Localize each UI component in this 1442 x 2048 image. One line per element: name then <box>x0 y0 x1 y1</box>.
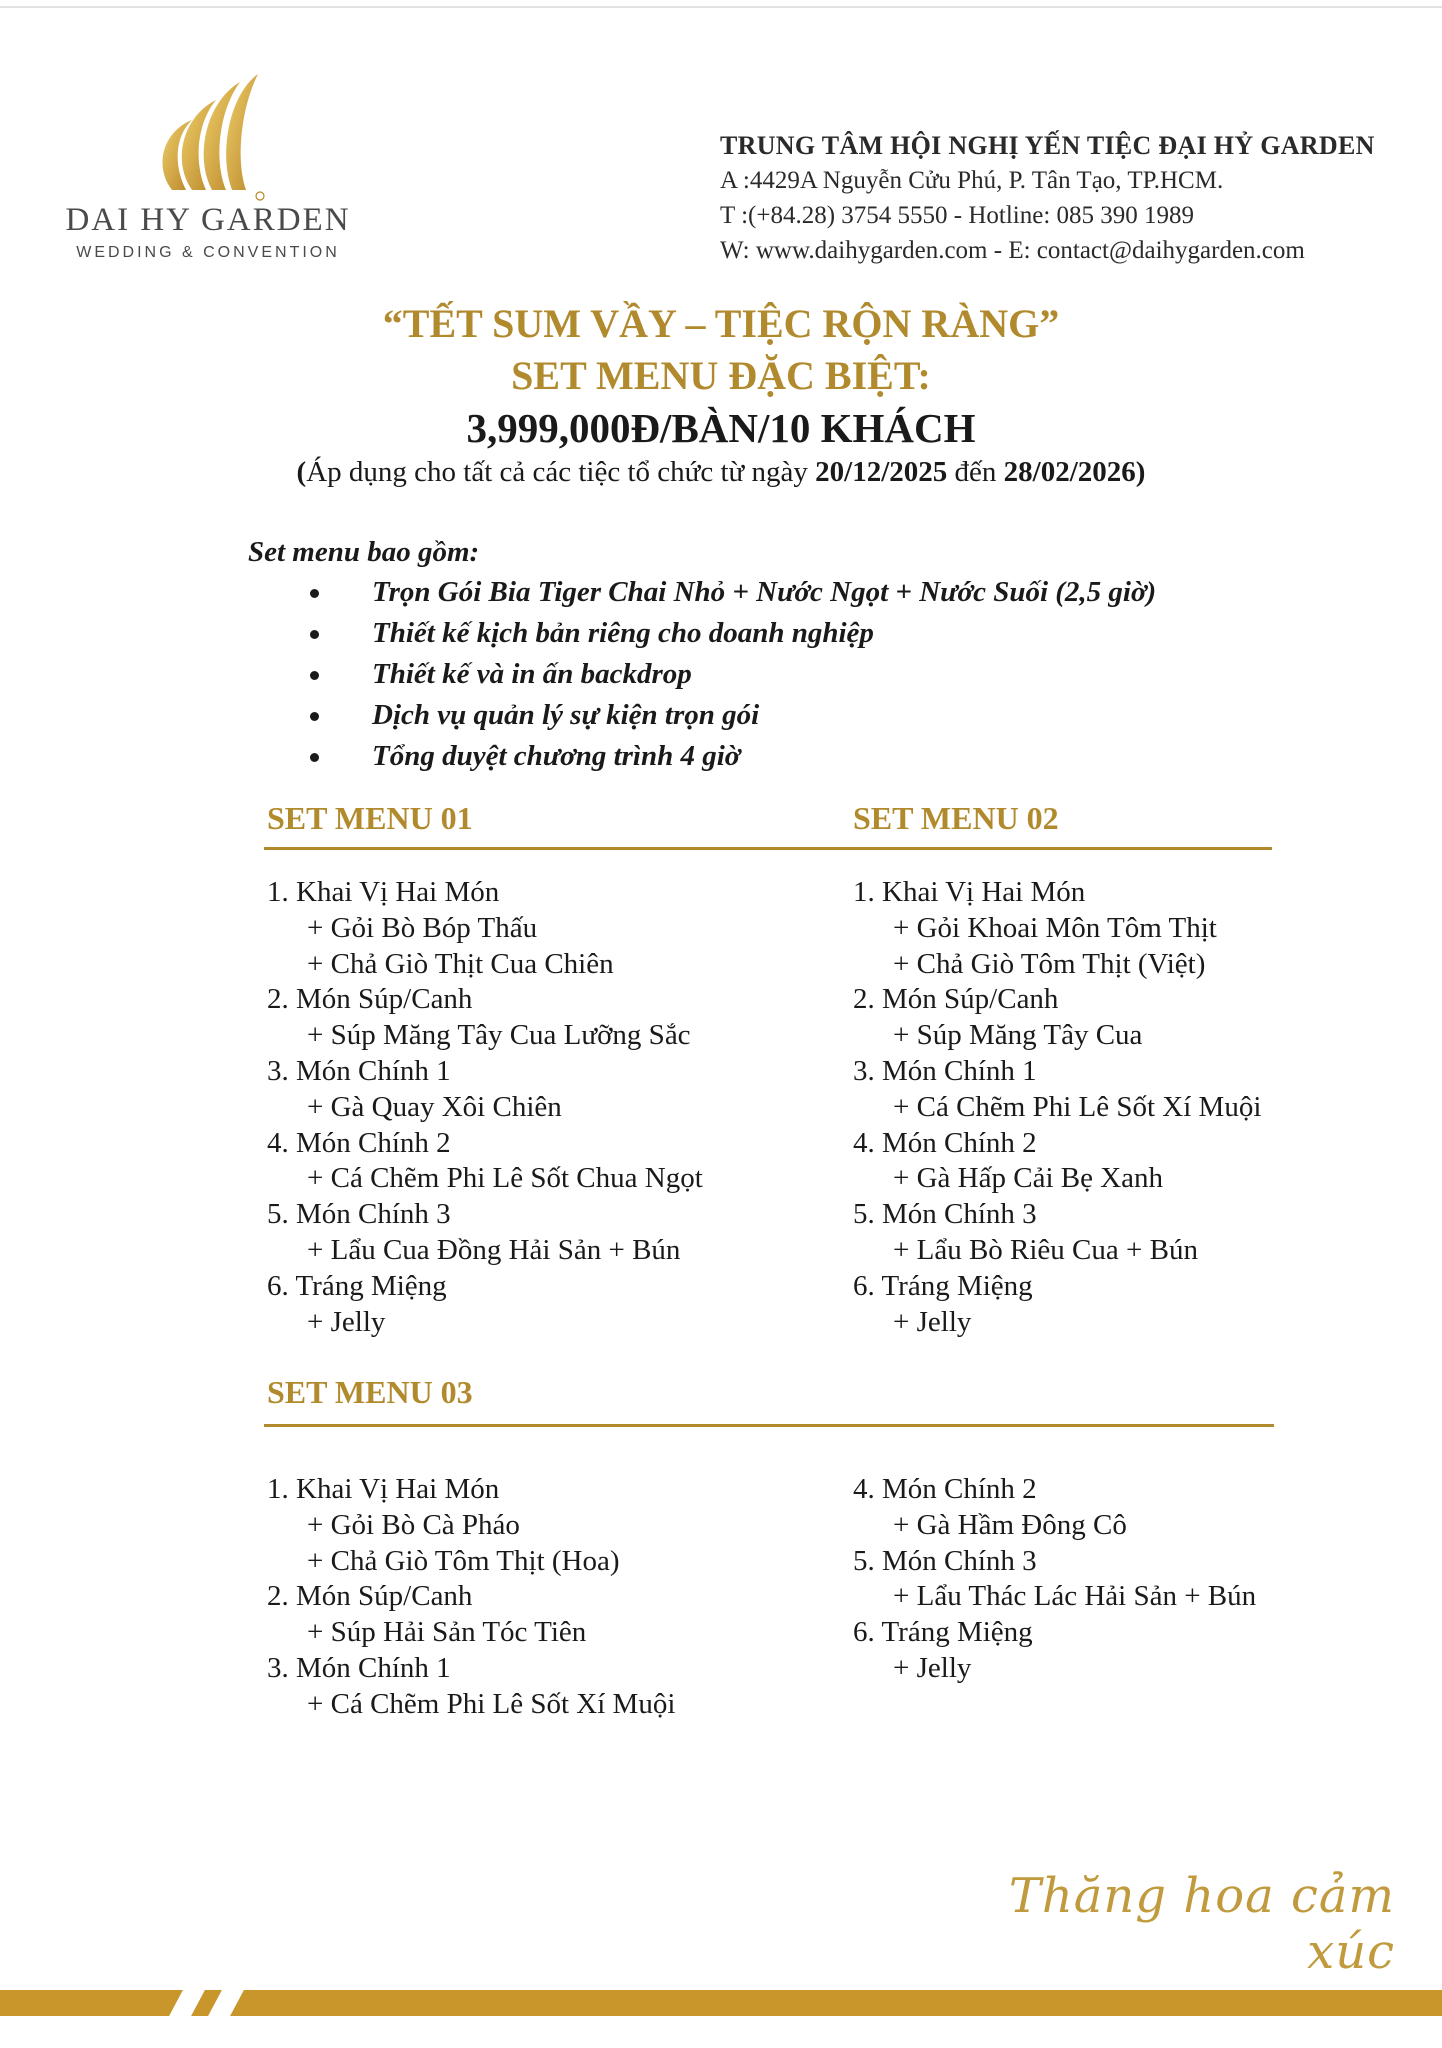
list-item-text: Trọn Gói Bia Tiger Chai Nhỏ + Nước Ngọt + Nước Suối (2,5 giờ) <box>372 576 1157 608</box>
menu-course: 5. Món Chính 3 <box>853 1198 1037 1231</box>
menu-course: 1. Khai Vị Hai Món <box>267 1473 500 1505</box>
list-item <box>248 572 1156 613</box>
menu-course: 6. Tráng Miệng <box>853 1269 1033 1302</box>
venue-phone: T :(+84.28) 3754 5550 - Hotline: 085 390 1989 <box>720 202 1195 229</box>
set-menu-01-rule <box>264 847 854 850</box>
menu-dish: + Chả Giò Tôm Thịt (Việt) <box>893 947 1206 980</box>
set-menu-02-title: SET MENU 02 <box>853 800 1059 836</box>
menu-course: 5. Món Chính 3 <box>267 1198 451 1231</box>
set-menu-03-title: SET MENU 03 <box>267 1374 473 1410</box>
venue-address: A :4429A Nguyễn Cửu Phú, P. Tân Tạo, TP.HCM. <box>720 167 1224 194</box>
list-item-text: Dịch vụ quản lý sự kiện trọn gói <box>372 699 760 731</box>
set-menu-03-list-left <box>267 1472 675 1723</box>
logo-arcs-icon <box>152 72 272 202</box>
menu-dish: + Gà Hấp Cải Bẹ Xanh <box>893 1162 1164 1195</box>
list-item <box>248 736 1156 777</box>
menu-dish: + Súp Măng Tây Cua <box>893 1019 1143 1052</box>
menu-dish: + Cá Chẽm Phi Lê Sốt Chua Ngọt <box>307 1162 703 1195</box>
menu-dish: + Jelly <box>307 1305 386 1338</box>
menu-course: 4. Món Chính 2 <box>853 1473 1037 1505</box>
menu-dish: + Jelly <box>893 1305 972 1338</box>
menu-course: 3. Món Chính 1 <box>267 1651 451 1684</box>
menu-course: 6. Tráng Miệng <box>853 1616 1033 1649</box>
menu-dish: + Gà Quay Xôi Chiên <box>307 1090 562 1123</box>
menu-dish: + Cá Chẽm Phi Lê Sốt Xí Muội <box>307 1687 676 1720</box>
menu-dish: + Lẩu Cua Đồng Hải Sản + Bún <box>307 1233 681 1266</box>
logo-subtitle: WEDDING & CONVENTION <box>76 244 340 261</box>
menu-course: 1. Khai Vị Hai Món <box>853 876 1086 908</box>
menu-dish: + Gỏi Bò Cà Pháo <box>307 1508 520 1541</box>
includes-list <box>248 572 1156 777</box>
list-item <box>248 654 1156 695</box>
apply-from-date: 20/12/2025 <box>815 456 948 488</box>
venue-web: W: www.daihygarden.com - E: contact@daihygarden.com <box>720 237 1305 264</box>
menu-dish: + Gỏi Khoai Môn Tôm Thịt <box>893 911 1217 944</box>
menu-dish: + Gà Hầm Đông Cô <box>893 1508 1127 1541</box>
bullet-icon <box>310 671 319 680</box>
brand-logo <box>58 72 358 272</box>
bullet-icon <box>310 712 319 721</box>
set-menu-01-list <box>267 875 703 1340</box>
apply-period <box>0 456 1442 489</box>
menu-dish: + Chả Giò Thịt Cua Chiên <box>307 947 614 980</box>
menu-course: 1. Khai Vị Hai Món <box>267 876 500 908</box>
contact-block <box>720 128 1410 268</box>
set-menu-02-rule <box>852 847 1272 850</box>
menu-dish: + Gỏi Bò Bóp Thấu <box>307 911 538 944</box>
apply-text: Áp dụng cho tất cả các tiệc tổ chức từ ngày <box>306 456 816 488</box>
menu-dish: + Chả Giò Tôm Thịt (Hoa) <box>307 1544 620 1577</box>
set-menu-03-list-right <box>853 1472 1256 1687</box>
set-menu-heading: SET MENU ĐẶC BIỆT: <box>511 353 931 398</box>
menu-dish: + Súp Hải Sản Tóc Tiên <box>307 1616 587 1649</box>
price-line: 3,999,000Đ/BÀN/10 KHÁCH <box>466 405 976 451</box>
menu-course: 5. Món Chính 3 <box>853 1544 1037 1577</box>
slogan: Thăng hoa cảm xúc <box>1008 1868 1395 1980</box>
apply-mid: đến <box>947 456 1004 488</box>
apply-close-paren: ) <box>1135 456 1146 488</box>
menu-course: 4. Món Chính 2 <box>267 1126 451 1159</box>
includes-title: Set menu bao gồm: <box>248 536 480 568</box>
menu-course: 2. Món Súp/Canh <box>267 983 473 1016</box>
menu-course: 3. Món Chính 1 <box>853 1054 1037 1087</box>
menu-dish: + Súp Măng Tây Cua Lưỡng Sắc <box>307 1019 691 1052</box>
logo-name: DAI HY GARDEN <box>65 202 351 238</box>
campaign-title: “TẾT SUM VẦY – TIỆC RỘN RÀNG” <box>382 301 1060 346</box>
list-item-text: Thiết kế và in ấn backdrop <box>372 658 692 690</box>
menu-dish: + Lẩu Thác Lác Hải Sản + Bún <box>893 1580 1257 1613</box>
list-item <box>248 613 1156 654</box>
set-menu-01-title: SET MENU 01 <box>267 800 473 836</box>
menu-course: 2. Món Súp/Canh <box>853 983 1059 1016</box>
venue-name: TRUNG TÂM HỘI NGHỊ YẾN TIỆC ĐẠI HỶ GARDEN <box>720 131 1375 160</box>
menu-dish: + Cá Chẽm Phi Lê Sốt Xí Muội <box>893 1090 1262 1123</box>
menu-course: 4. Món Chính 2 <box>853 1126 1037 1159</box>
apply-to-date: 28/02/2026 <box>1003 456 1136 488</box>
menu-dish: + Jelly <box>893 1651 972 1684</box>
set-menu-03-rule <box>264 1424 1274 1427</box>
set-menu-02-list <box>853 875 1261 1340</box>
list-item-text: Thiết kế kịch bản riêng cho doanh nghiệp <box>372 617 874 649</box>
promo-titles <box>0 298 1442 454</box>
bullet-icon <box>310 630 319 639</box>
menu-course: 2. Món Súp/Canh <box>267 1580 473 1613</box>
list-item-text: Tổng duyệt chương trình 4 giờ <box>372 740 741 772</box>
bullet-icon <box>310 589 319 598</box>
menu-course: 6. Tráng Miệng <box>267 1269 447 1302</box>
apply-open-paren: ( <box>296 456 307 488</box>
includes-section <box>248 532 1156 777</box>
list-item <box>248 695 1156 736</box>
menu-course: 3. Món Chính 1 <box>267 1054 451 1087</box>
menu-dish: + Lẩu Bò Riêu Cua + Bún <box>893 1233 1198 1266</box>
top-border <box>0 6 1442 8</box>
bullet-icon <box>310 753 319 762</box>
